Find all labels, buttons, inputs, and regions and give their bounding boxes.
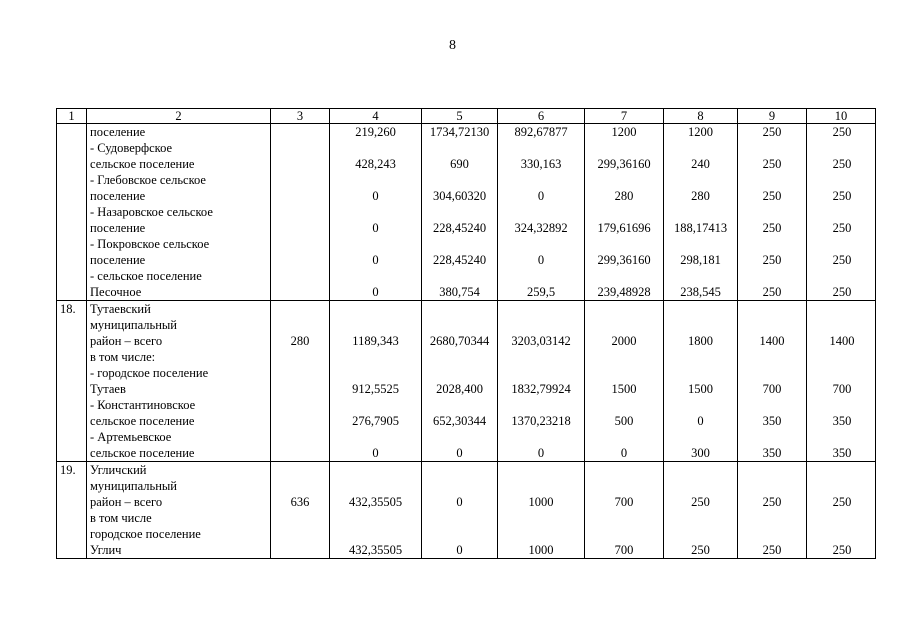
value-line [810,478,872,494]
value-cell [585,462,664,559]
value-line [588,140,660,156]
value-line [810,301,872,317]
value-line: 700 [614,495,634,509]
value-line: 250 [832,495,852,509]
value-line: 1800 [688,334,713,348]
value-line [274,284,326,300]
value-line: 250 [832,125,852,139]
value-line [667,429,734,445]
value-line [333,268,418,284]
value-line [741,397,803,413]
value-cell [664,462,738,559]
value-line [588,349,660,365]
value-line [667,236,734,252]
value-line: 1500 [688,382,713,396]
value-cell [422,462,498,559]
value-line [501,462,581,478]
value-line [667,140,734,156]
name-cell [87,462,271,559]
header-cell: 9 [738,109,807,124]
name-line: городское поселение [90,527,201,541]
value-cell [498,301,585,462]
value-line [274,156,326,172]
value-line: 250 [832,253,852,267]
value-line: 250 [762,285,782,299]
value-line: 350 [832,446,852,460]
value-line [810,236,872,252]
value-line: 3203,03142 [511,334,571,348]
value-line: 1200 [611,125,637,139]
value-line [741,236,803,252]
value-line [274,413,326,429]
value-line: 1000 [528,543,554,557]
value-cell [738,301,807,462]
value-line: 636 [290,495,310,509]
value-line [425,301,494,317]
value-cell [498,124,585,301]
value-line [274,365,326,381]
value-line [333,397,418,413]
value-line: 1200 [688,125,713,139]
value-line: 1400 [759,334,785,348]
name-line: - Константиновское [90,398,196,412]
value-line: 280 [691,189,710,203]
value-line [501,140,581,156]
value-line [333,140,418,156]
table-row [57,462,876,559]
value-line [425,140,494,156]
value-line: 432,35505 [348,543,403,557]
value-line [274,478,326,494]
value-line [667,172,734,188]
value-line: 1370,23218 [511,414,571,428]
value-line [810,397,872,413]
value-cell [664,124,738,301]
value-line: 350 [832,414,852,428]
value-line: 250 [832,543,852,557]
value-line [810,268,872,284]
value-line: 380,754 [439,285,480,299]
value-line [667,462,734,478]
value-line [501,204,581,220]
value-line [274,445,326,461]
value-line: 0 [456,446,463,460]
value-line: 0 [456,495,463,509]
value-line [274,349,326,365]
value-line: 300 [691,446,710,460]
value-cell [807,124,876,301]
header-cell: 1 [57,109,87,124]
value-line: 188,17413 [673,221,728,235]
value-line [425,204,494,220]
name-line: Тутаевский [90,302,151,316]
header-cell: 6 [498,109,585,124]
value-line: 428,243 [355,157,396,171]
value-line: 250 [762,543,782,557]
value-line [810,140,872,156]
value-cell [664,301,738,462]
value-line [741,349,803,365]
name-line: - Глебовское сельское [90,173,206,187]
name-line: - Артемьевское [90,430,172,444]
value-line: 0 [372,285,379,299]
value-line [501,172,581,188]
value-cell [585,301,664,462]
value-line: 250 [762,157,782,171]
value-line [274,236,326,252]
value-line: 240 [691,157,710,171]
name-line: в том числе [90,511,152,525]
value-line [810,526,872,542]
value-line: 250 [762,221,782,235]
value-line [425,526,494,542]
value-line: 228,45240 [432,253,487,267]
value-line [333,236,418,252]
value-line: 2028,400 [436,382,483,396]
header-cell: 5 [422,109,498,124]
data-table [56,108,876,559]
value-line [588,526,660,542]
table-row [57,301,876,462]
value-line: 219,260 [355,125,396,139]
value-line: 0 [537,446,545,460]
header-cell: 7 [585,109,664,124]
value-line [274,268,326,284]
value-line [667,317,734,333]
value-line [741,301,803,317]
value-line [274,204,326,220]
row-number-cell: 19. [57,462,87,559]
value-line [588,301,660,317]
value-line: 298,181 [680,253,721,267]
value-line: 432,35505 [348,495,403,509]
value-line [501,510,581,526]
name-line: Песочное [90,285,142,299]
value-line [333,172,418,188]
name-line: - сельское поселение [90,269,202,283]
value-line: 0 [620,446,628,460]
value-line: 299,36160 [597,253,651,267]
value-line [333,204,418,220]
value-line: 250 [762,495,782,509]
value-line [741,140,803,156]
value-line [274,429,326,445]
value-line [810,317,872,333]
value-line [501,365,581,381]
value-line [501,301,581,317]
value-line [501,526,581,542]
name-line: Тутаев [90,382,126,396]
value-line: 0 [537,253,545,267]
value-line [501,397,581,413]
value-line [501,349,581,365]
value-line [274,510,326,526]
value-line [667,301,734,317]
value-line: 0 [537,189,545,203]
value-line [501,429,581,445]
page-number: 8 [449,38,456,53]
value-cell [271,124,330,301]
value-line [274,317,326,333]
value-line: 0 [372,253,379,267]
value-line [274,526,326,542]
value-line [274,397,326,413]
value-line [501,317,581,333]
value-line [741,204,803,220]
value-line: 228,45240 [432,221,487,235]
value-line: 652,30344 [432,414,487,428]
header-cell: 4 [330,109,422,124]
value-line [588,510,660,526]
name-line: сельское поселение [90,414,195,428]
value-line: 700 [762,382,782,396]
value-cell [738,124,807,301]
value-line [425,268,494,284]
value-line [333,349,418,365]
value-line: 0 [697,414,704,428]
value-line: 350 [762,414,782,428]
value-line: 259,5 [526,285,556,299]
value-line [588,478,660,494]
value-line: 250 [832,157,852,171]
value-line [501,268,581,284]
value-line [425,236,494,252]
value-line [667,268,734,284]
value-cell [330,462,422,559]
row-number-cell: 18. [57,301,87,462]
value-line [667,510,734,526]
value-line [274,188,326,204]
value-cell [585,124,664,301]
value-line [501,236,581,252]
table-body [57,109,876,559]
value-line [274,381,326,397]
value-line [588,268,660,284]
value-line [588,365,660,381]
value-line [588,429,660,445]
value-line [333,462,418,478]
name-line: - Назаровское сельское [90,205,213,219]
value-line [667,365,734,381]
value-line: 250 [762,189,782,203]
value-line [741,462,803,478]
value-line [741,478,803,494]
name-cell [87,124,271,301]
name-line: поселение [90,189,146,203]
value-line [425,172,494,188]
value-line: 238,545 [680,285,721,299]
value-line: 1000 [528,495,554,509]
value-line: 250 [691,543,710,557]
value-line [588,462,660,478]
value-line [810,365,872,381]
value-cell [807,301,876,462]
header-cell: 3 [271,109,330,124]
name-line: сельское поселение [90,157,195,171]
value-cell [330,124,422,301]
name-line: - городское поселение [90,366,209,380]
value-line [667,349,734,365]
value-line: 1500 [611,382,637,396]
name-line: поселение [90,221,146,235]
value-line [667,204,734,220]
value-line: 280 [614,189,634,203]
value-line [274,301,326,317]
value-line: 330,163 [520,157,562,171]
value-line [501,478,581,494]
value-line [274,172,326,188]
value-line: 239,48928 [597,285,651,299]
header-cell: 2 [87,109,271,124]
value-line [333,317,418,333]
value-line [274,124,326,140]
name-line: поселение [90,253,146,267]
value-line [425,317,494,333]
value-cell [807,462,876,559]
value-line: 690 [450,157,469,171]
value-cell [738,462,807,559]
value-line [274,462,326,478]
value-line [810,429,872,445]
value-line [333,365,418,381]
value-line: 250 [832,285,852,299]
value-line: 2000 [611,334,637,348]
value-line: 250 [691,495,710,509]
value-line [333,478,418,494]
name-line: сельское поселение [90,446,195,460]
value-line: 350 [762,446,782,460]
header-row [57,109,876,124]
name-cell [87,301,271,462]
value-line [274,252,326,268]
value-cell [422,124,498,301]
value-line [425,510,494,526]
value-line [667,397,734,413]
value-cell [271,301,330,462]
value-line [810,462,872,478]
value-line [810,204,872,220]
name-line: муниципальный [90,479,177,493]
table-row [57,124,876,301]
name-line: - Судоверфское [90,141,173,155]
header-cell: 8 [664,109,738,124]
name-line: Угличский [90,463,147,477]
value-line: 179,61696 [597,221,651,235]
value-line [810,510,872,526]
value-line [425,478,494,494]
value-line [667,478,734,494]
value-line [741,317,803,333]
value-line: 0 [372,221,379,235]
value-line: 1189,343 [352,334,399,348]
value-line [741,172,803,188]
value-line [588,204,660,220]
name-line: - Покровское сельское [90,237,210,251]
value-line [425,429,494,445]
row-number-cell [57,124,87,301]
value-line [425,349,494,365]
value-line: 700 [832,382,852,396]
value-line [333,526,418,542]
value-line: 2680,70344 [429,334,490,348]
value-line [425,462,494,478]
value-line: 299,36160 [597,157,651,171]
value-line [741,365,803,381]
value-line [741,429,803,445]
value-line [274,542,326,558]
value-cell [498,462,585,559]
value-line [588,172,660,188]
value-line [425,397,494,413]
value-line [274,220,326,236]
value-line: 912,5525 [352,382,399,396]
value-line [667,526,734,542]
value-cell [422,301,498,462]
name-line: район – всего [90,495,163,509]
value-line: 1734,72130 [429,125,490,139]
value-line: 892,67877 [514,125,568,139]
value-line [588,397,660,413]
value-line [425,365,494,381]
value-cell [271,462,330,559]
name-line: поселение [90,125,146,139]
value-line [741,510,803,526]
value-line: 700 [614,543,634,557]
value-line [588,317,660,333]
value-line [333,510,418,526]
value-line: 250 [832,189,852,203]
value-line: 250 [762,125,782,139]
value-line: 0 [456,543,463,557]
value-line: 250 [832,221,852,235]
value-line: 304,60320 [432,189,487,203]
value-line: 0 [372,189,379,203]
value-line: 276,7905 [352,414,399,428]
header-cell: 10 [807,109,876,124]
value-line: 324,32892 [514,221,568,235]
value-line [741,526,803,542]
name-line: район – всего [90,334,163,348]
value-line [274,140,326,156]
value-line [810,172,872,188]
value-line: 280 [290,334,310,348]
value-line [810,349,872,365]
name-line: муниципальный [90,318,177,332]
value-line: 0 [372,446,379,460]
value-line [741,268,803,284]
name-line: в том числе: [90,350,156,364]
name-line: Углич [90,543,122,557]
value-line [333,429,418,445]
value-cell [330,301,422,462]
value-line: 1400 [829,334,855,348]
value-line: 500 [614,414,634,428]
value-line [333,301,418,317]
value-line [588,236,660,252]
value-line: 250 [762,253,782,267]
value-line: 1832,79924 [511,382,571,396]
